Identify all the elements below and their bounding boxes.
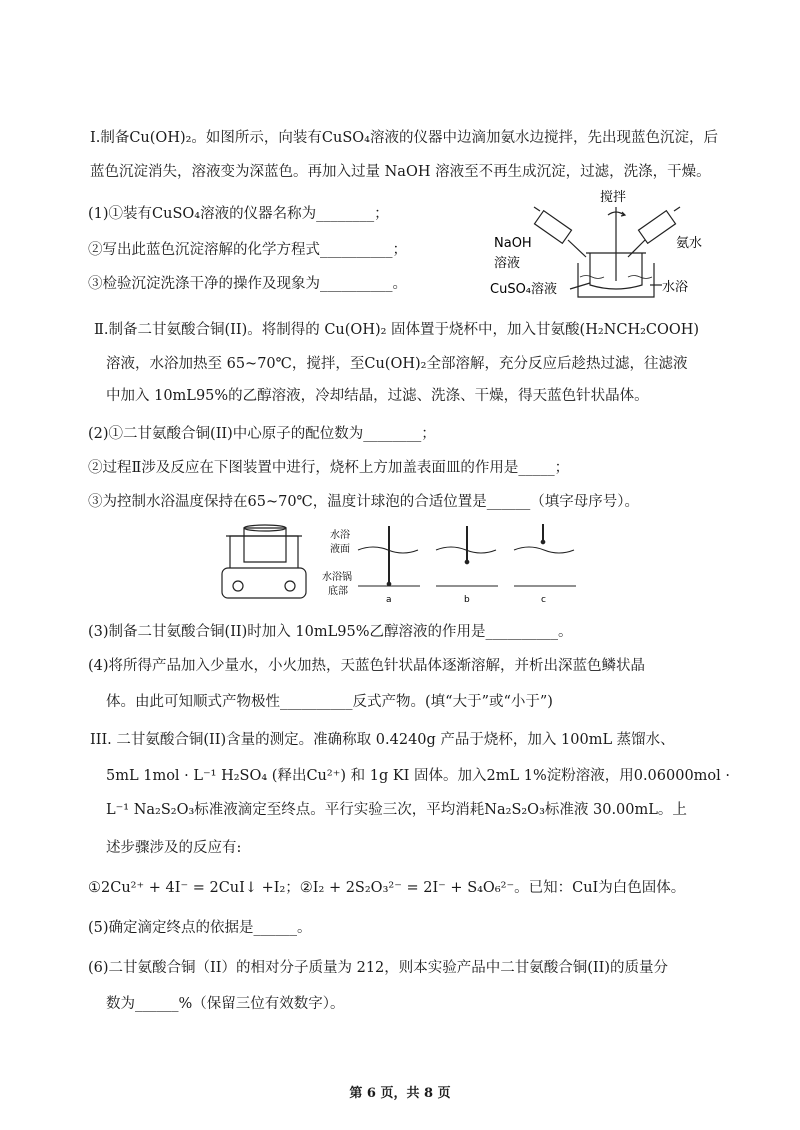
question-4-line2: 体。由此可知顺式产物极性__________反式产物。(填“大于”或“小于”) bbox=[106, 694, 553, 710]
option-a-label: a bbox=[386, 595, 392, 604]
option-b-diagram bbox=[436, 526, 498, 586]
stir-label: 搅拌 bbox=[600, 190, 627, 205]
apparatus-figure-1 bbox=[490, 185, 725, 305]
question-2-1: (2)①二甘氨酸合铜(II)中心原子的配位数为________； bbox=[88, 426, 436, 442]
surface-label-2: 液面 bbox=[330, 544, 350, 555]
bottom-label-1: 水浴锅 bbox=[322, 572, 352, 583]
option-b-label: b bbox=[464, 595, 470, 604]
ammonia-label: 氨水 bbox=[676, 236, 703, 251]
section1-line1: I.制备Cu(OH)₂。如图所示，向装有CuSO₄溶液的仪器中边滴加氨水边搅拌，先出现蓝色沉淀，后 bbox=[90, 130, 718, 146]
option-c-label: c bbox=[541, 595, 546, 604]
section3-line4: 述步骤涉及的反应有: bbox=[106, 840, 242, 856]
hot-plate-beaker-icon bbox=[222, 525, 306, 598]
question-2-2: ②过程Ⅱ涉及反应在下图装置中进行，烧杯上方加盖表面皿的作用是_____； bbox=[88, 460, 570, 476]
stirrer-icon bbox=[608, 207, 625, 281]
bottom-label-2: 底部 bbox=[328, 586, 348, 597]
section2-line3: 中加入 10mL95%的乙醇溶液，冷却结晶，过滤、洗涤、干燥，得天蓝色针状晶体。 bbox=[106, 388, 649, 404]
naoh-funnel-icon bbox=[534, 207, 586, 257]
section3-line2: 5mL 1mol · L⁻¹ H₂SO₄ (释出Cu²⁺) 和 1g KI 固体。加入2mL 1%淀粉溶液，用0.06000mol · bbox=[106, 768, 731, 784]
reactions: ①2Cu²⁺ + 4I⁻ = 2CuI↓ +I₂；②I₂ + 2S₂O₃²⁻ = 2I⁻ + S₄O₆²⁻。已知：CuI为白色固体。 bbox=[88, 880, 686, 896]
thermometer-figure-2 bbox=[210, 516, 610, 604]
question-6-line1: (6)二甘氨酸合铜（II）的相对分子质量为 212，则本实验产品中二甘氨酸合铜(II)的质量分 bbox=[88, 960, 669, 976]
question-1-3: ③检验沉淀洗涤干净的操作及现象为__________。 bbox=[88, 276, 407, 292]
question-5: (5)确定滴定终点的依据是______。 bbox=[88, 920, 312, 936]
naoh-label-2: 溶液 bbox=[494, 256, 521, 271]
water-bath-label: 水浴 bbox=[662, 280, 689, 295]
section3-line1: III. 二甘氨酸合铜(II)含量的测定。准确称取 0.4240g 产品于烧杯，加入 100mL 蒸馏水、 bbox=[90, 732, 675, 748]
question-6-line2: 数为______%（保留三位有效数字）。 bbox=[106, 996, 345, 1012]
ammonia-funnel-icon bbox=[628, 207, 680, 257]
surface-label-1: 水浴 bbox=[330, 530, 350, 541]
question-1-1: (1)①装有CuSO₄溶液的仪器名称为________； bbox=[88, 206, 389, 222]
question-2-3: ③为控制水浴温度保持在65~70℃，温度计球泡的合适位置是______（填字母序号）。 bbox=[88, 494, 640, 510]
section1-line2: 蓝色沉淀消失，溶液变为深蓝色。再加入过量 NaOH 溶液至不再生成沉淀，过滤，洗涤，干燥。 bbox=[90, 164, 711, 180]
page-footer: 第 6 页，共 8 页 bbox=[349, 1086, 451, 1101]
option-c-diagram bbox=[514, 524, 576, 586]
naoh-label-1: NaOH bbox=[494, 236, 532, 251]
question-3: (3)制备二甘氨酸合铜(II)时加入 10mL95%乙醇溶液的作用是__________。 bbox=[88, 624, 573, 640]
cuso4-label: CuSO₄溶液 bbox=[490, 282, 558, 297]
section2-line2: 溶液，水浴加热至 65~70℃，搅拌，至Cu(OH)₂全部溶解，充分反应后趁热过滤，往滤液 bbox=[106, 356, 688, 372]
option-a-diagram bbox=[358, 526, 420, 586]
section3-line3: L⁻¹ Na₂S₂O₃标准液滴定至终点。平行实验三次，平均消耗Na₂S₂O₃标准液 30.00mL。上 bbox=[106, 802, 687, 818]
question-4-line1: (4)将所得产品加入少量水，小火加热，天蓝色针状晶体逐渐溶解，并析出深蓝色鳞状晶 bbox=[88, 658, 646, 674]
question-1-2: ②写出此蓝色沉淀溶解的化学方程式__________； bbox=[88, 242, 407, 258]
section2-line1: Ⅱ.制备二甘氨酸合铜(II)。将制得的 Cu(OH)₂ 固体置于烧杯中，加入甘氨酸(H₂NCH₂COOH) bbox=[94, 322, 700, 338]
